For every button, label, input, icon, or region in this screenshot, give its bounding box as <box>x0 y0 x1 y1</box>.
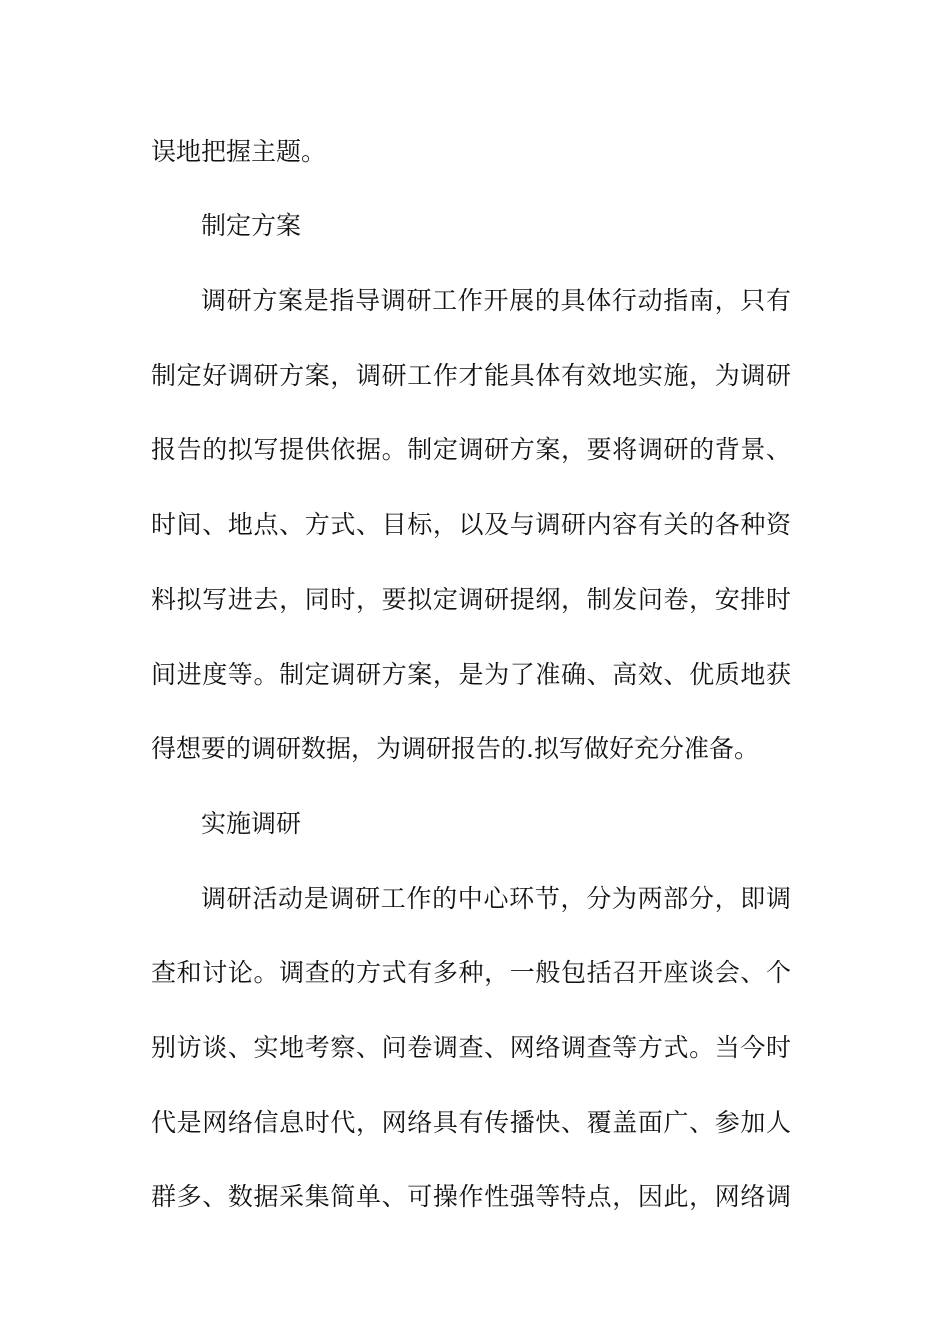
paragraph-line: 料拟写进去，同时，要拟定调研提纲，制发问卷，安排时 <box>151 585 791 614</box>
paragraph-line: 误地把握主题。 <box>151 137 327 166</box>
paragraph-line: 别访谈、实地考察、问卷调查、网络调查等方式。当今时 <box>151 1033 791 1062</box>
section-heading-implement: 实施调研 <box>201 809 302 838</box>
paragraph-line: 得想要的调研数据，为调研报告的.拟写做好充分准备。 <box>151 734 759 763</box>
paragraph-line: 代是网络信息时代，网络具有传播快、覆盖面广、参加人 <box>151 1108 791 1137</box>
paragraph-line: 调研方案是指导调研工作开展的具体行动指南，只有 <box>201 286 791 315</box>
paragraph-line: 制定好调研方案，调研工作才能具体有效地实施，为调研 <box>151 361 791 390</box>
paragraph-line: 报告的拟写提供依据。制定调研方案，要将调研的背景、 <box>151 435 791 464</box>
section-heading-plan: 制定方案 <box>201 211 302 240</box>
paragraph-line: 查和讨论。调查的方式有多种，一般包括召开座谈会、个 <box>151 958 791 987</box>
paragraph-line: 调研活动是调研工作的中心环节，分为两部分，即调 <box>201 884 791 913</box>
paragraph-line: 群多、数据采集简单、可操作性强等特点，因此，网络调 <box>151 1182 791 1211</box>
paragraph-line: 时间、地点、方式、目标，以及与调研内容有关的各种资 <box>151 510 791 539</box>
paragraph-line: 间进度等。制定调研方案，是为了准确、高效、优质地获 <box>151 660 791 689</box>
